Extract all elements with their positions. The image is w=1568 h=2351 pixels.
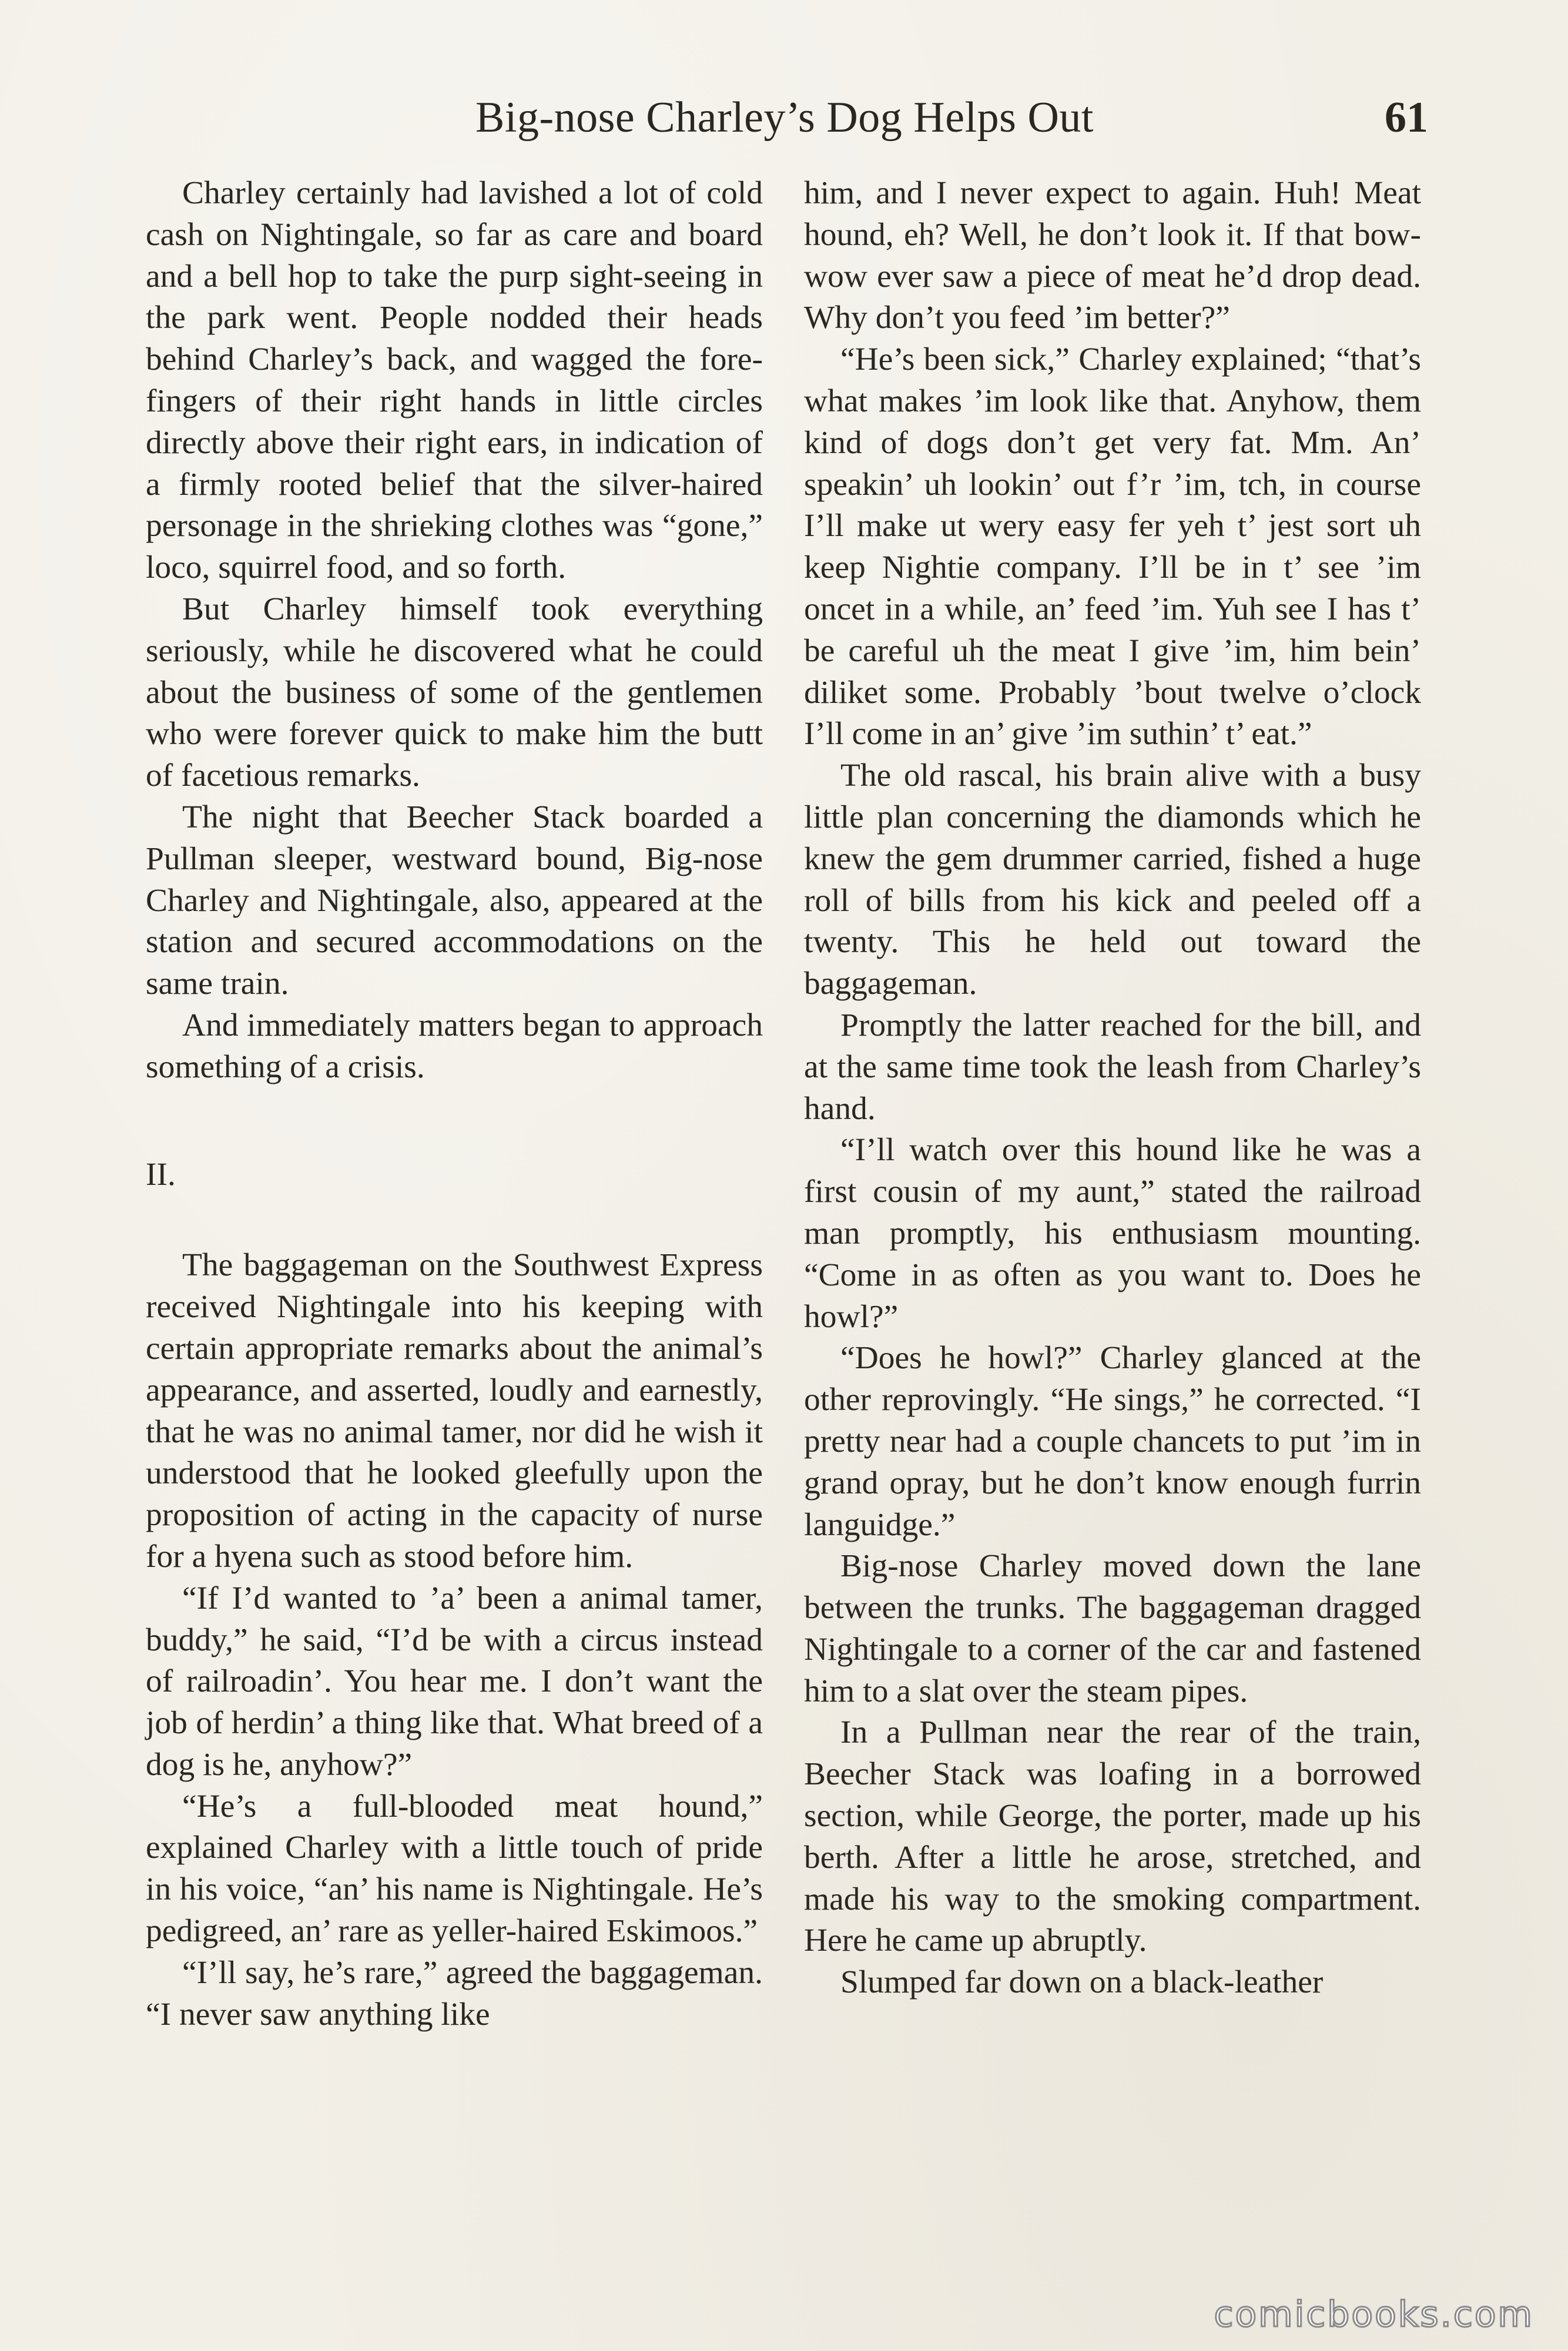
right-column <box>804 173 1421 2004</box>
paragraph: “I’ll say, he’s rare,” agreed the baggageman. “I never saw anything like <box>146 1954 763 2032</box>
paragraph-continued: him, and I never expect to again. Huh! Meat hound, eh? Well, he don’t look it. If that bow-wow ever saw a piece of meat he’d drop dead. Why don’t you feed ’im better?” <box>804 175 1421 336</box>
paragraph: Big-nose Charley moved down the lane between the trunks. The baggageman dragged Nightingale to a corner of the car and fastened him to a slat over the steam pipes. <box>804 1548 1421 1709</box>
paragraph: And immediately matters began to approach something of a crisis. <box>146 1007 763 1085</box>
paragraph: Promptly the latter reached for the bill, and at the same time took the leash from Charley’s hand. <box>804 1007 1421 1127</box>
paragraph: “I’ll watch over this hound like he was a first cousin of my aunt,” stated the railroad man promptly, his enthusiasm mounting. “Come in as often as you want to. Does he howl?” <box>804 1132 1421 1335</box>
paragraph: “He’s been sick,” Charley explained; “that’s what makes ’im look like that. Anyhow, them kind of dogs don’t get very fat. Mm. An’ speakin’ uh lookin’ out f’r ’im, tch, in course I’ll make ut wery easy fer yeh t’ jest sort uh keep Nightie company. I’ll be in t’ see ’im oncet in a while, an’ feed ’im. Yuh see I has t’ be careful uh the meat I give ’im, him bein’ diliket some. Probably ’bout twelve o’clock I’ll come in an’ give ’im suthin’ t’ eat.” <box>804 341 1421 752</box>
paragraph: The old rascal, his brain alive with a busy little plan concerning the diamonds which he knew the gem drummer carried, fished a huge roll of bills from his kick and peeled off a twenty. This he held out toward the baggageman. <box>804 758 1421 1002</box>
paragraph: Charley certainly had lavished a lot of cold cash on Nightingale, so far as care and board and a bell hop to take the purp sight-seeing in the park went. People nodded their heads behind Charley’s back, and wagged the forefingers of their right hands in little circles directly above their right ears, in indication of a firmly rooted belief that the silver-haired personage in the shrieking clothes was “gone,” loco, squirrel food, and so forth. <box>146 175 763 586</box>
page-number: 61 <box>1385 93 1428 142</box>
paragraph: Slumped far down on a black-leather <box>840 1964 1324 2001</box>
site-watermark: comicbooks.com <box>1214 2294 1534 2335</box>
paragraph: The baggageman on the Southwest Express received Nightingale into his keeping with certain appropriate remarks about the animal’s appearance, and asserted, loudly and earnestly, that he was no animal tamer, nor did he wish it understood that he looked gleefully upon the proposition of acting in the capacity of nurse for a hyena such as stood before him. <box>146 1247 763 1575</box>
paragraph: The night that Beecher Stack boarded a Pullman sleeper, westward bound, Big-nose Charley and Nightingale, also, appeared at the station and secured accommodations on the same train. <box>146 799 763 1002</box>
paragraph: “He’s a full-blooded meat hound,” explained Charley with a little touch of pride in his voice, “an’ his name is Nightingale. He’s pedigreed, an’ rare as yeller-haired Eskimoos.” <box>146 1788 763 1950</box>
section-number: II. <box>146 1156 176 1193</box>
left-column <box>146 173 763 2035</box>
paragraph: “Does he howl?” Charley glanced at the other reprovingly. “He sings,” he corrected. “I pretty near had a couple chancets to put ’im in grand opray, but he don’t know enough furrin languidge.” <box>804 1340 1421 1543</box>
paragraph: “If I’d wanted to ’a’ been a animal tamer, buddy,” he said, “I’d be with a circus instead of railroadin’. You hear me. I don’t want the job of herdin’ a thing like that. What breed of a dog is he, anyhow?” <box>146 1580 763 1783</box>
running-head: Big-nose Charley’s Dog Helps Out <box>475 93 1094 142</box>
paragraph: In a Pullman near the rear of the train, Beecher Stack was loafing in a borrowed section, while George, the porter, made up his berth. After a little he arose, stretched, and made his way to the smoking compartment. Here he came up abruptly. <box>804 1714 1421 1959</box>
paragraph: But Charley himself took everything seriously, while he discovered what he could about the business of some of the gentlemen who were forever quick to make him the butt of facetious remarks. <box>146 591 763 794</box>
